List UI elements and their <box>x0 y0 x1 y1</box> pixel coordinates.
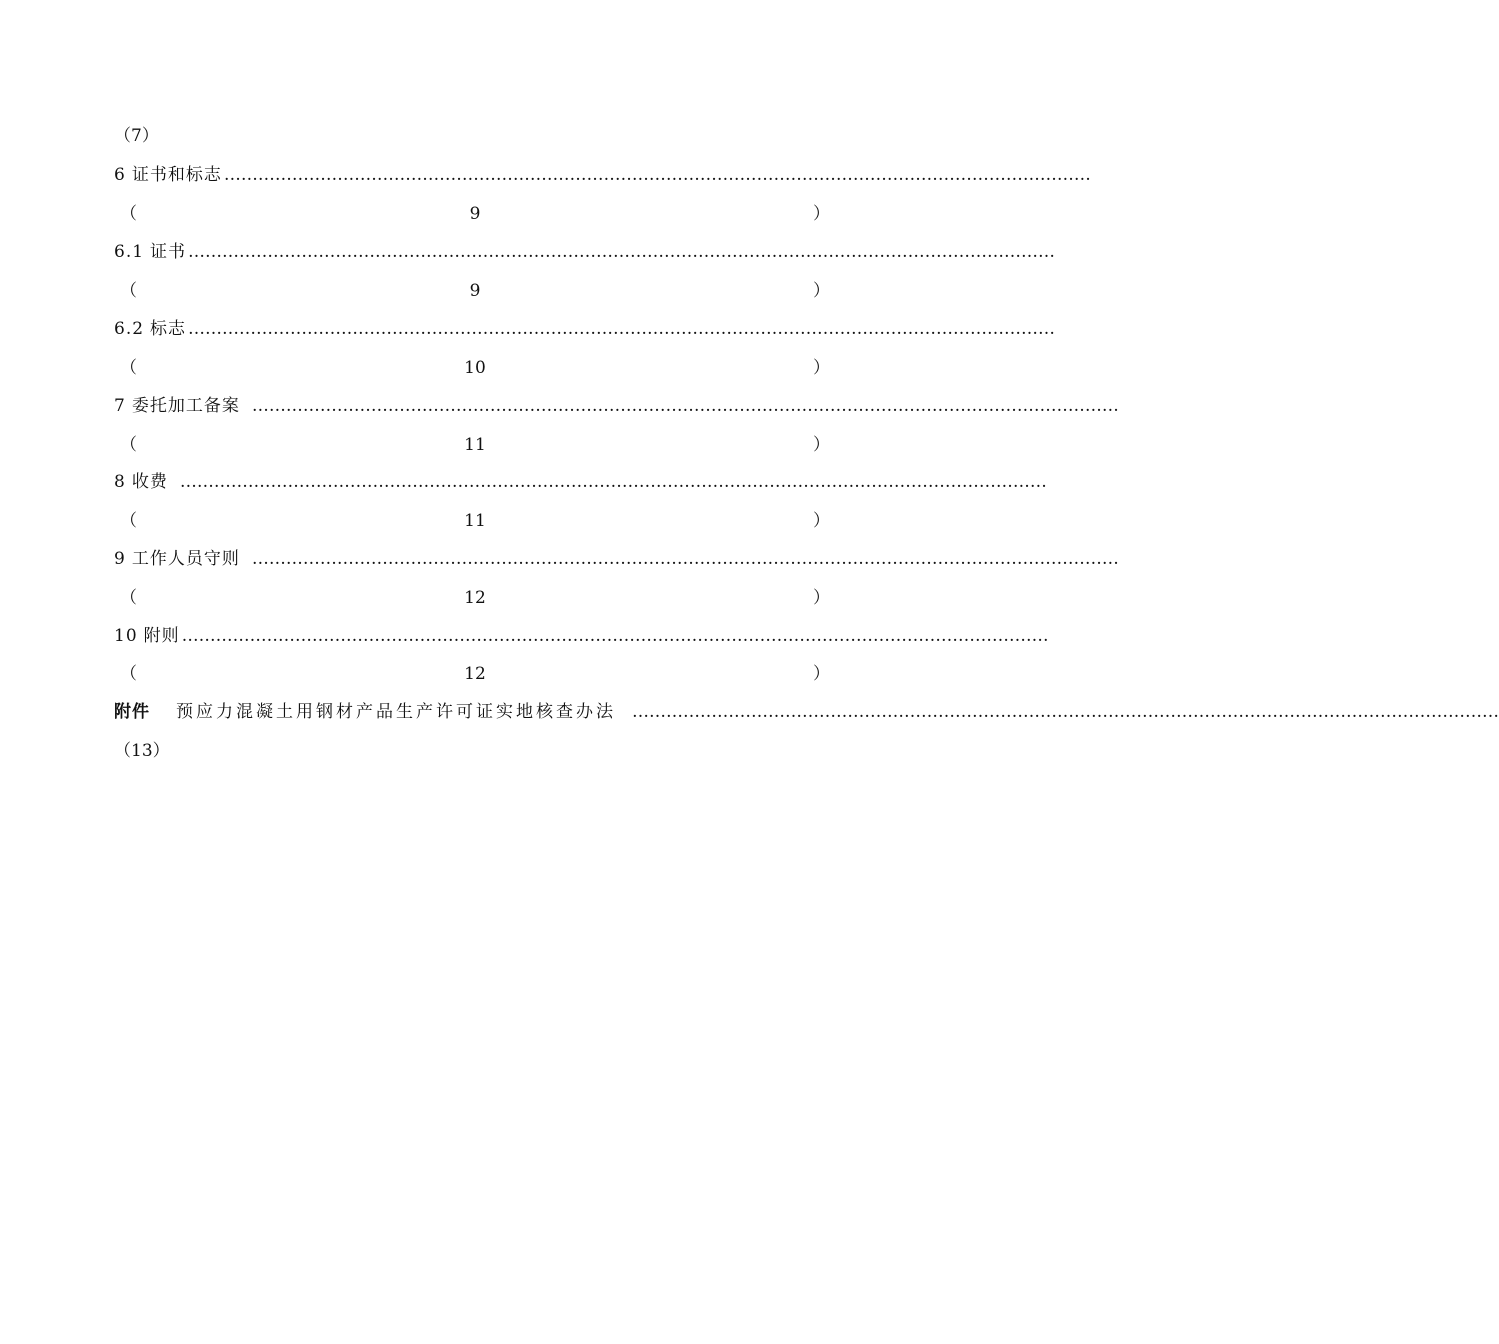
page-number: 12 <box>464 664 486 684</box>
page-number: 9 <box>469 281 481 301</box>
dot-leader: ……………………………………………………………………………………………………………………………………… <box>179 472 1047 492</box>
open-paren: （ <box>120 358 137 378</box>
entry-number: 7 <box>114 396 126 416</box>
attachment-label: 附件 <box>114 702 150 722</box>
close-paren: ） <box>813 511 830 531</box>
page-number: 10 <box>464 358 486 378</box>
page-ref-text: （7） <box>114 126 159 146</box>
close-paren: ） <box>813 588 830 608</box>
toc-entry-title[interactable] <box>114 624 1049 648</box>
entry-number: 6 <box>114 165 126 185</box>
close-paren: ） <box>813 281 830 301</box>
toc-attachment-title[interactable] <box>114 700 1499 724</box>
toc-entry-page <box>114 356 836 380</box>
entry-title: 标志 <box>150 319 187 339</box>
entry-number: 8 <box>114 472 126 492</box>
toc-entry-title[interactable] <box>114 163 1091 187</box>
toc-entry-page <box>114 509 836 533</box>
dot-leader: ……………………………………………………………………………………………………………………………………… <box>632 702 1499 722</box>
entry-title: 委托加工备案 <box>131 396 240 416</box>
page-number: 11 <box>464 435 486 455</box>
open-paren: （ <box>120 204 137 224</box>
toc-entry-title[interactable] <box>114 547 1119 571</box>
entry-title: 证书 <box>150 242 187 262</box>
toc-page-ref-prev <box>114 124 836 148</box>
toc-entry-page <box>114 662 836 686</box>
toc-entry-title[interactable] <box>114 394 1119 418</box>
dot-leader: ……………………………………………………………………………………………………………………………………… <box>251 396 1119 416</box>
open-paren: （ <box>120 281 137 301</box>
toc-entry-title[interactable] <box>114 240 1056 264</box>
page-number: 9 <box>469 204 481 224</box>
page-ref-text: （13） <box>114 741 170 761</box>
dot-leader: ……………………………………………………………………………………………………………………………………… <box>223 165 1091 185</box>
close-paren: ） <box>813 358 830 378</box>
entry-number: 6.2 <box>114 319 145 339</box>
page-number: 11 <box>464 511 486 531</box>
open-paren: （ <box>120 511 137 531</box>
toc-entry-title[interactable] <box>114 470 1047 494</box>
entry-number: 10 <box>114 626 138 646</box>
open-paren: （ <box>120 664 137 684</box>
dot-leader: ……………………………………………………………………………………………………………………………………… <box>188 319 1056 339</box>
entry-title: 证书和标志 <box>131 165 222 185</box>
toc-entry-page <box>114 279 836 303</box>
dot-leader: ……………………………………………………………………………………………………………………………………… <box>188 242 1056 262</box>
attachment-title: 预应力混凝土用钢材产品生产许可证实地核查办法 <box>176 702 616 722</box>
close-paren: ） <box>813 204 830 224</box>
close-paren: ） <box>813 435 830 455</box>
entry-title: 工作人员守则 <box>131 549 240 569</box>
toc-entry-page <box>114 202 836 226</box>
open-paren: （ <box>120 588 137 608</box>
toc-entry-title[interactable] <box>114 317 1056 341</box>
toc-entry-page <box>114 433 836 457</box>
toc-attachment-page <box>114 739 836 763</box>
entry-title: 收费 <box>131 472 168 492</box>
open-paren: （ <box>120 435 137 455</box>
page-number: 12 <box>464 588 486 608</box>
close-paren: ） <box>813 664 830 684</box>
dot-leader: ……………………………………………………………………………………………………………………………………… <box>181 626 1049 646</box>
toc-entry-page <box>114 586 836 610</box>
entry-number: 6.1 <box>114 242 145 262</box>
dot-leader: ……………………………………………………………………………………………………………………………………… <box>251 549 1119 569</box>
entry-title: 附则 <box>143 626 180 646</box>
entry-number: 9 <box>114 549 126 569</box>
